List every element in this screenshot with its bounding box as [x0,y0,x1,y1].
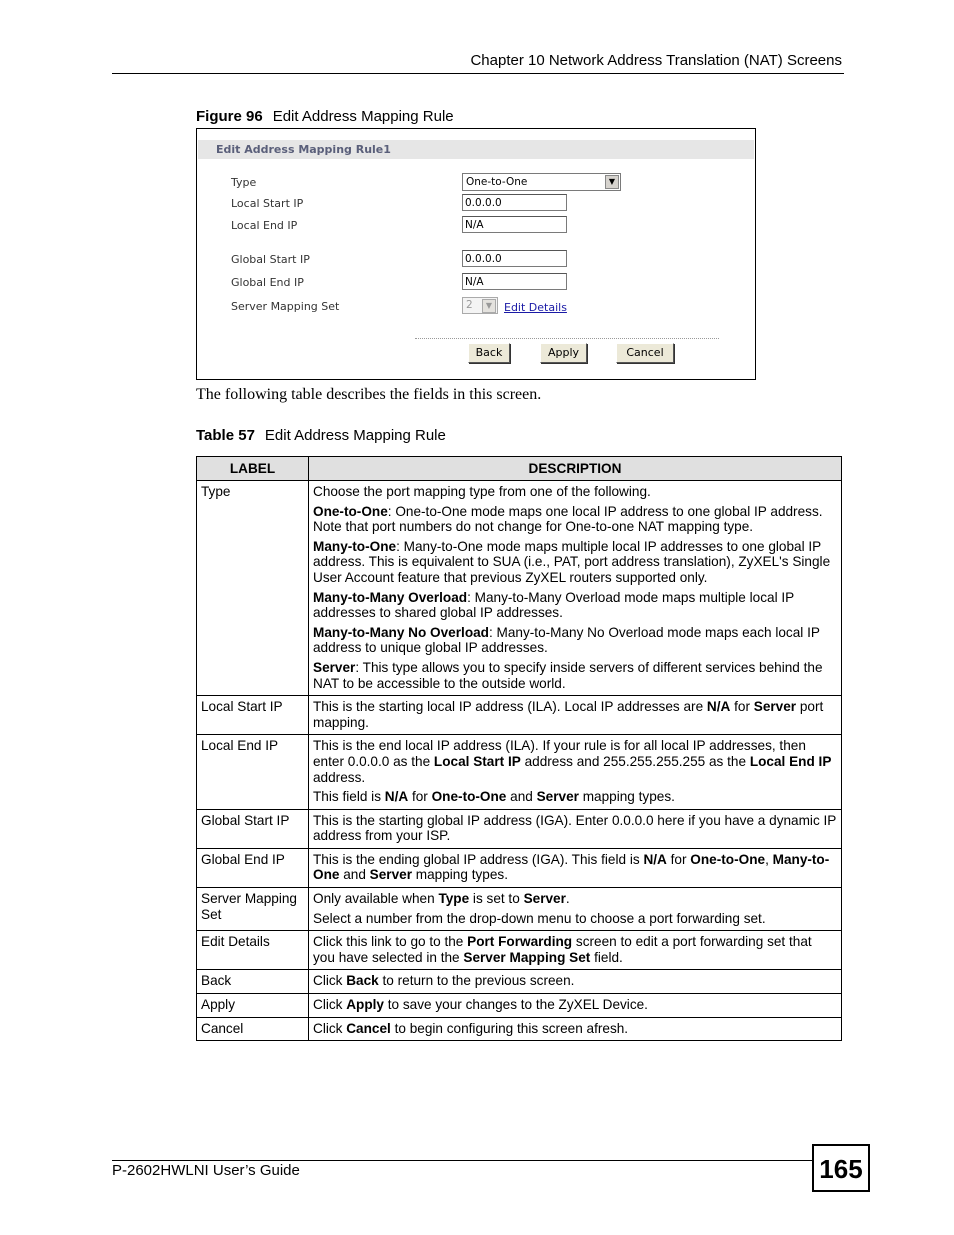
figure-caption [196,108,454,125]
table-row [197,848,842,887]
table-row [197,994,842,1018]
description-paragraph [313,625,837,656]
description-paragraph [313,539,837,586]
row-description [309,481,842,696]
row-description [309,696,842,735]
table-row [197,970,842,994]
table-row [197,931,842,970]
description-paragraph [313,484,837,500]
table-number: Table 57 [196,427,255,444]
text-run: Click [313,973,347,989]
description-paragraph [313,852,837,883]
table-caption [196,427,446,444]
text-run: Click [313,1020,347,1036]
cancel-button[interactable]: Cancel [616,343,674,363]
bold-term: Many-to-Many No Overload [313,624,489,640]
description-paragraph [313,590,837,621]
text-run: mapping types. [412,867,508,883]
text-run: to save your changes to the ZyXEL Device. [384,997,648,1013]
local-end-ip-label: Local End IP [231,219,298,232]
text-run: Select a number from the drop-down menu to choose a port forwarding set. [313,910,766,926]
page-number: 165 [812,1144,870,1192]
row-label: Back [197,970,309,994]
table-body [197,481,842,1041]
bold-term: Apply [346,997,384,1013]
text-run: This is the starting global IP address (IGA). Enter 0.0.0.0 here if you have a dynamic IP address from your ISP. [313,812,837,844]
text-run: , [765,851,773,867]
table-row [197,888,842,931]
text-run: for [730,699,754,715]
local-end-ip-input[interactable]: N/A [462,216,567,233]
row-label: Apply [197,994,309,1018]
text-run: field. [590,949,623,965]
description-paragraph [313,660,837,691]
text-run: : One-to-One mode maps one local IP address to one global IP address. Note that port numbers do not change for One-to-one NAT mapping type. [313,503,823,535]
description-paragraph [313,973,837,989]
bold-term: Cancel [346,1020,391,1036]
description-paragraph [313,1021,837,1037]
chevron-down-icon[interactable]: ▼ [605,175,619,189]
row-label: Server Mapping Set [197,888,309,931]
text-run: address. [313,769,366,785]
header-rule [112,73,844,74]
bold-term: N/A [384,789,409,805]
text-run: for [408,789,432,805]
bold-term: One-to-One [431,789,507,805]
bold-term: Local End IP [749,753,832,769]
text-run: This field is [313,789,385,805]
server-mapping-set-value: 2 [466,299,473,311]
text-run: . [565,891,570,907]
bold-term: One-to-One [313,503,388,519]
bold-term: Server [536,789,579,805]
figure-screenshot [196,128,756,380]
row-label: Local End IP [197,735,309,809]
bold-term: Server [313,659,356,675]
description-paragraph [313,997,837,1013]
bold-term: Server [753,699,797,715]
global-end-ip-input[interactable]: N/A [462,273,567,290]
table-row [197,809,842,848]
bold-term: Many-to-One [313,538,397,554]
text-run: and [339,867,370,883]
bold-term: Many-to-Many Overload [313,589,468,605]
global-start-ip-input[interactable]: 0.0.0.0 [462,250,567,267]
description-paragraph [313,934,837,965]
text-run: mapping types. [578,789,675,805]
text-run: to return to the previous screen. [378,973,575,989]
text-run: is set to [469,891,524,907]
figure-title: Edit Address Mapping Rule [272,108,454,125]
bold-term: Type [438,891,470,907]
description-column-header: DESCRIPTION [309,457,842,481]
text-run: address and 255.255.255.255 as the [520,753,750,769]
text-run: : Many-to-Many Overload mode maps multiple local IP addresses to shared global IP addresses. [313,589,794,621]
bold-term: Server [369,867,412,883]
row-description [309,809,842,848]
row-description [309,888,842,931]
local-start-ip-input[interactable]: 0.0.0.0 [462,194,567,211]
description-paragraph [313,911,837,927]
bold-term: N/A [643,851,667,867]
description-paragraph [313,738,837,785]
description-paragraph [313,699,837,730]
server-mapping-set-select[interactable] [462,297,498,314]
text-run: Choose the port mapping type from one of the following. [313,484,651,499]
text-run: Click this link to go to the [313,934,468,950]
row-label: Local Start IP [197,696,309,735]
text-run: : Many-to-One mode maps multiple local IP addresses to one global IP address. This is equivalent to SUA (i.e., PAT, port address translation), ZyXEL's Single User Account feature that previous ZyXEL routers supported only. [313,538,831,585]
edit-details-link[interactable]: Edit Details [504,301,567,314]
row-description [309,735,842,809]
row-label: Global End IP [197,848,309,887]
text-run: port mapping. [313,699,824,730]
text-run: This is the end local IP address (ILA). If your rule is for all local IP addresses, then enter 0.0.0.0 as the [313,738,806,769]
back-button[interactable]: Back [468,343,510,363]
text-run: : This type allows you to specify inside servers of different services behind the NAT to be accessible to the outside world. [313,659,823,691]
bold-term: Server [523,891,566,907]
label-column-header: LABEL [197,457,309,481]
text-run: to begin configuring this screen afresh. [390,1020,629,1036]
footer-rule [112,1160,812,1161]
apply-button[interactable]: Apply [540,343,587,363]
type-select-value: One-to-One [466,176,528,188]
description-paragraph [313,504,837,535]
bold-term: Many-to-One [313,851,830,883]
text-run: screen to edit a port forwarding set that you have selected in the [313,934,812,965]
row-label: Global Start IP [197,809,309,848]
figure-number: Figure 96 [196,108,263,125]
table-row [197,735,842,809]
bold-term: Local Start IP [433,753,521,769]
global-end-ip-label: Global End IP [231,276,304,289]
text-run: Click [313,997,347,1013]
text-run: Only available when [313,891,439,907]
row-description [309,1017,842,1041]
chevron-down-icon[interactable]: ▼ [482,299,496,313]
global-start-ip-label: Global Start IP [231,253,310,266]
table-row [197,481,842,696]
table-row [197,696,842,735]
type-select[interactable] [462,173,621,191]
bold-term: Server Mapping Set [463,949,591,965]
description-paragraph [313,789,837,805]
chapter-header: Chapter 10 Network Address Translation (NAT) Screens [470,52,842,69]
bold-term: N/A [706,699,731,715]
bold-term: Back [346,973,379,989]
description-paragraph [313,813,837,844]
table-header-row [197,457,842,481]
panel-title: Edit Address Mapping Rule1 [198,140,754,159]
bold-term: Port Forwarding [467,934,573,950]
local-start-ip-label: Local Start IP [231,197,304,210]
table-row [197,1017,842,1041]
row-description [309,931,842,970]
server-mapping-set-label: Server Mapping Set [231,300,340,313]
row-description [309,970,842,994]
table-title: Edit Address Mapping Rule [264,427,446,444]
text-run: for [666,851,691,867]
bold-term: One-to-One [690,851,766,867]
divider [415,338,719,339]
row-label: Type [197,481,309,696]
row-label: Edit Details [197,931,309,970]
text-run: This is the ending global IP address (IGA). This field is [313,851,644,867]
intro-text: The following table describes the fields in this screen. [196,386,542,403]
guide-title: P-2602HWLNI User’s Guide [112,1162,300,1179]
row-label: Cancel [197,1017,309,1041]
row-description [309,848,842,887]
row-description [309,994,842,1018]
text-run: and [506,789,537,805]
type-label: Type [231,176,257,189]
text-run: : Many-to-Many No Overload mode maps each local IP address to unique global IP addresses. [313,624,820,656]
description-table [196,456,842,1041]
description-paragraph [313,891,837,907]
text-run: This is the starting local IP address (ILA). Local IP addresses are [313,699,707,715]
